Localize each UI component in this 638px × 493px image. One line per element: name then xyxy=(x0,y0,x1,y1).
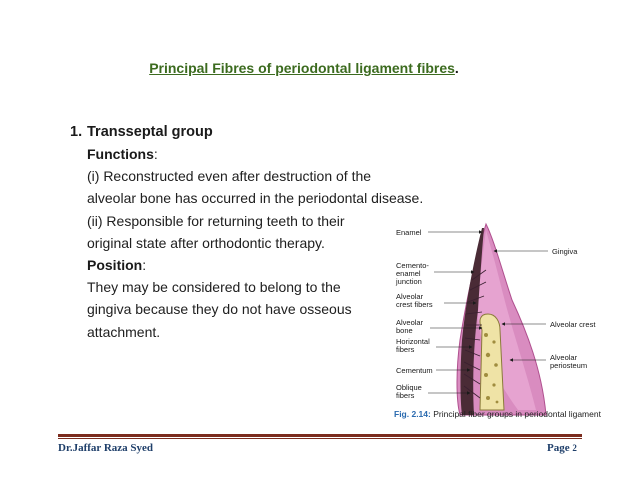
label-alveolar-periosteum-1: Alveolar xyxy=(550,353,578,362)
position-label: Position xyxy=(87,257,143,274)
svg-text:Alveolarperiosteum xyxy=(550,353,587,370)
alveolar-bone-shape xyxy=(480,314,504,410)
svg-text:Enamel xyxy=(396,228,422,237)
label-cementoenamel-2: enamel xyxy=(396,269,421,278)
periodontal-fiber-diagram xyxy=(386,210,621,430)
page-label: Page xyxy=(547,442,570,454)
functions-line: alveolar bone has occurred in the periodontal disease. xyxy=(87,190,424,207)
page-number-value: 2 xyxy=(572,443,577,453)
svg-text:Alveolarcrest fibers xyxy=(396,292,433,309)
svg-text:Horizontalfibers xyxy=(396,337,430,354)
label-horizontal-fibers-1: Horizontal xyxy=(396,337,430,346)
page-title xyxy=(0,60,608,76)
label-horizontal-fibers-2: fibers xyxy=(396,345,415,354)
label-cementum: Cementum xyxy=(396,366,433,375)
label-cementoenamel-3: junction xyxy=(396,277,422,286)
position-colon: : xyxy=(142,257,147,274)
functions-colon: : xyxy=(153,146,158,162)
label-alveolar-crest: Alveolar crest xyxy=(550,320,596,329)
figure-caption-text: Principal fiber groups in periodontal ligament xyxy=(430,409,601,419)
item-number: 1. xyxy=(70,124,83,140)
functions-subheading xyxy=(87,143,470,165)
label-alveolar-bone-1: Alveolar xyxy=(396,318,424,327)
label-alveolar-periosteum-2: periosteum xyxy=(550,361,588,370)
label-oblique-fibers-2: fibers xyxy=(396,391,415,400)
functions-line: original state after orthodontic therapy. xyxy=(87,234,325,251)
footer-author: Dr.Jaffar Raza Syed xyxy=(58,442,154,454)
figure-number: Fig. 2.14: xyxy=(394,409,431,419)
svg-text:Alveolarbone xyxy=(396,318,424,335)
item-heading xyxy=(70,122,470,143)
page-title-text: Principal Fibres of periodontal ligament fibres xyxy=(149,60,455,76)
svg-text:Gingiva xyxy=(552,247,578,256)
position-line: attachment. xyxy=(87,323,161,340)
position-line: They may be considered to belong to the xyxy=(87,279,341,296)
svg-text:Cementum xyxy=(396,366,433,375)
label-alveolar-crest-fibers-1: Alveolar xyxy=(396,292,424,301)
label-enamel: Enamel xyxy=(396,228,422,237)
label-oblique-fibers-1: Oblique xyxy=(396,383,422,392)
footer-divider-thin xyxy=(58,438,582,439)
page-title-period: . xyxy=(454,60,459,76)
svg-text:Obliquefibers xyxy=(396,383,422,400)
figure-caption xyxy=(394,409,601,419)
label-cementoenamel-1: Cemento- xyxy=(396,261,429,270)
svg-text:Alveolar crest xyxy=(550,320,596,329)
functions-line: (i) Reconstructed even after destruction of the xyxy=(87,168,372,185)
functions-label: Functions xyxy=(87,146,154,162)
label-alveolar-bone-2: bone xyxy=(396,326,413,335)
label-gingiva: Gingiva xyxy=(552,247,578,256)
item-heading-text: Transseptal group xyxy=(87,124,213,140)
label-alveolar-crest-fibers-2: crest fibers xyxy=(396,300,433,309)
page-number xyxy=(547,442,577,454)
functions-line: (ii) Responsible for returning teeth to their xyxy=(87,212,345,229)
footer-divider xyxy=(58,434,582,437)
position-line: gingiva because they do not have osseous xyxy=(87,301,352,318)
svg-text:Cemento-enameljunction xyxy=(395,261,429,286)
